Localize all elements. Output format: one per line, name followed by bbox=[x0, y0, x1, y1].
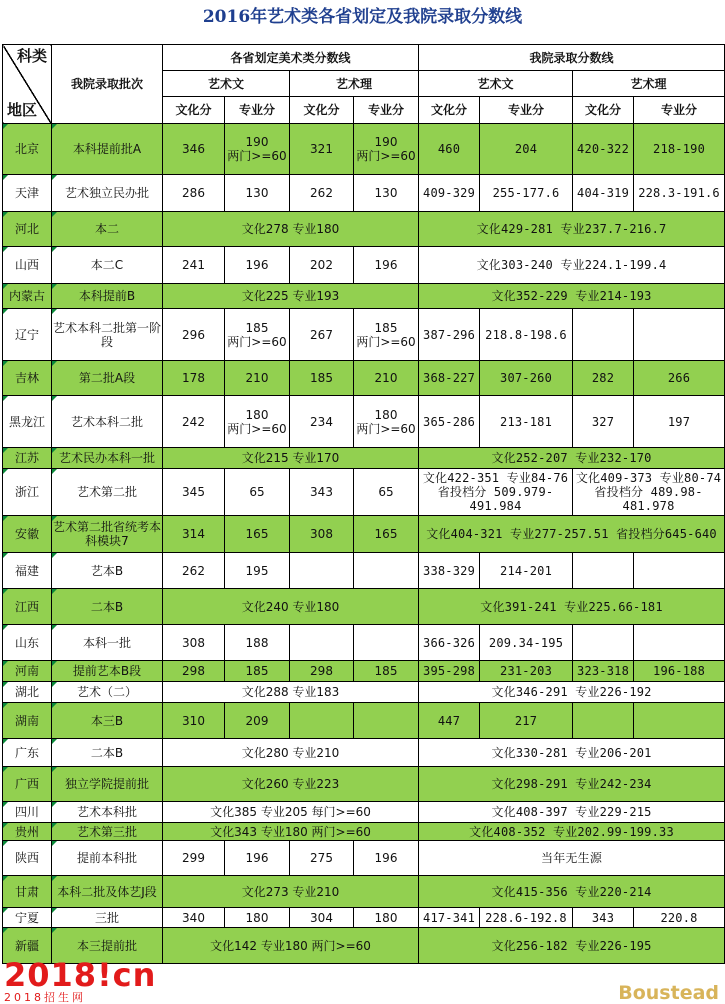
province-score-cell: 196 bbox=[354, 841, 419, 876]
province-score-cell: 275 bbox=[290, 841, 354, 876]
header-category: 科类 bbox=[16, 47, 47, 65]
batch-cell: 艺术本科批 bbox=[52, 802, 163, 823]
college-score-cell: 218.8-198.6 bbox=[480, 309, 573, 361]
province-summary-cell: 文化142 专业180 两门>=60 bbox=[163, 928, 419, 964]
province-summary-cell: 文化343 专业180 两门>=60 bbox=[163, 823, 419, 841]
province-score-cell: 180 bbox=[225, 908, 290, 928]
province-score-cell bbox=[354, 703, 419, 739]
college-score-cell: 204 bbox=[480, 124, 573, 175]
college-summary-cell: 文化252-207 专业232-170 bbox=[419, 448, 725, 469]
batch-cell: 艺本B bbox=[52, 553, 163, 589]
college-score-cell: 447 bbox=[419, 703, 480, 739]
batch-cell: 艺术本科二批第一阶段 bbox=[52, 309, 163, 361]
college-score-cell: 213-181 bbox=[480, 396, 573, 448]
college-score-cell bbox=[573, 625, 634, 661]
province-score-cell: 286 bbox=[163, 175, 225, 212]
batch-cell: 艺术第二批省统考本科模块7 bbox=[52, 516, 163, 553]
college-summary-cell: 文化415-356 专业220-214 bbox=[419, 876, 725, 908]
batch-cell: 独立学院提前批 bbox=[52, 767, 163, 802]
admission-score-table bbox=[2, 44, 725, 964]
college-score-cell: 217 bbox=[480, 703, 573, 739]
college-summary-cell: 文化429-281 专业237.7-216.7 bbox=[419, 212, 725, 247]
watermark: Boustead bbox=[618, 982, 719, 1004]
province-cell: 浙江 bbox=[3, 469, 52, 516]
province-score-cell bbox=[354, 625, 419, 661]
college-summary-cell: 文化256-182 专业226-195 bbox=[419, 928, 725, 964]
province-score-cell: 188 bbox=[225, 625, 290, 661]
province-score-cell: 180 两门>=60 bbox=[225, 396, 290, 448]
table-row bbox=[3, 396, 725, 448]
college-score-cell: 220.8 bbox=[634, 908, 725, 928]
province-score-cell: 130 bbox=[225, 175, 290, 212]
province-score-cell: 210 bbox=[354, 361, 419, 396]
province-score-cell: 185 两门>=60 bbox=[225, 309, 290, 361]
table-row bbox=[3, 124, 725, 175]
table-row bbox=[3, 361, 725, 396]
province-cell: 山东 bbox=[3, 625, 52, 661]
province-summary-cell: 文化280 专业210 bbox=[163, 739, 419, 767]
header-batch: 我院录取批次 bbox=[52, 45, 163, 124]
province-cell: 安徽 bbox=[3, 516, 52, 553]
province-score-cell: 343 bbox=[290, 469, 354, 516]
province-cell: 河北 bbox=[3, 212, 52, 247]
table-row bbox=[3, 553, 725, 589]
province-summary-cell: 文化215 专业170 bbox=[163, 448, 419, 469]
province-score-cell: 185 两门>=60 bbox=[354, 309, 419, 361]
logo-main: 2018!cn bbox=[4, 956, 157, 994]
province-score-cell: 185 bbox=[290, 361, 354, 396]
batch-cell: 本三提前批 bbox=[52, 928, 163, 964]
province-score-cell: 304 bbox=[290, 908, 354, 928]
table-row bbox=[3, 703, 725, 739]
college-score-cell: 343 bbox=[573, 908, 634, 928]
table-row bbox=[3, 309, 725, 361]
college-score-cell: 338-329 bbox=[419, 553, 480, 589]
province-score-cell bbox=[290, 553, 354, 589]
province-cell: 新疆 bbox=[3, 928, 52, 964]
province-cell: 江苏 bbox=[3, 448, 52, 469]
college-summary-cell: 文化298-291 专业242-234 bbox=[419, 767, 725, 802]
batch-cell: 本科二批及体艺J段 bbox=[52, 876, 163, 908]
province-score-cell: 190 两门>=60 bbox=[354, 124, 419, 175]
college-summary-cell: 文化404-321 专业277-257.51 省投档分645-640 bbox=[419, 516, 725, 553]
college-score-cell: 395-298 bbox=[419, 661, 480, 682]
batch-cell: 艺术独立民办批 bbox=[52, 175, 163, 212]
province-score-cell: 195 bbox=[225, 553, 290, 589]
college-score-cell: 266 bbox=[634, 361, 725, 396]
province-score-cell: 262 bbox=[163, 553, 225, 589]
header-major: 专业分 bbox=[634, 97, 725, 124]
province-score-cell: 346 bbox=[163, 124, 225, 175]
province-cell: 黑龙江 bbox=[3, 396, 52, 448]
college-score-cell bbox=[634, 553, 725, 589]
province-cell: 广西 bbox=[3, 767, 52, 802]
batch-cell: 艺术第二批 bbox=[52, 469, 163, 516]
province-score-cell: 178 bbox=[163, 361, 225, 396]
province-cell: 河南 bbox=[3, 661, 52, 682]
header-province-li: 艺术理 bbox=[290, 71, 419, 97]
province-score-cell: 185 bbox=[225, 661, 290, 682]
page-title: 2016年艺术类各省划定及我院录取分数线 bbox=[202, 7, 523, 27]
table-row bbox=[3, 448, 725, 469]
header-culture: 文化分 bbox=[163, 97, 225, 124]
province-score-cell: 180 两门>=60 bbox=[354, 396, 419, 448]
province-score-cell: 196 bbox=[354, 247, 419, 284]
header-college-lines: 我院录取分数线 bbox=[419, 45, 725, 71]
college-summary-cell: 文化346-291 专业226-192 bbox=[419, 682, 725, 703]
header-major: 专业分 bbox=[225, 97, 290, 124]
province-cell: 山西 bbox=[3, 247, 52, 284]
college-summary-cell: 文化352-229 专业214-193 bbox=[419, 284, 725, 309]
table-row bbox=[3, 469, 725, 516]
table-row bbox=[3, 823, 725, 841]
college-score-cell: 460 bbox=[419, 124, 480, 175]
college-score-cell bbox=[634, 625, 725, 661]
batch-cell: 艺术第三批 bbox=[52, 823, 163, 841]
header-college-wen: 艺术文 bbox=[419, 71, 573, 97]
province-score-cell: 340 bbox=[163, 908, 225, 928]
college-summary-cell: 文化330-281 专业206-201 bbox=[419, 739, 725, 767]
college-summary-cell: 文化408-397 专业229-215 bbox=[419, 802, 725, 823]
college-score-cell: 209.34-195 bbox=[480, 625, 573, 661]
province-score-cell: 321 bbox=[290, 124, 354, 175]
table-row bbox=[3, 247, 725, 284]
header-province-wen: 艺术文 bbox=[163, 71, 290, 97]
province-score-cell: 234 bbox=[290, 396, 354, 448]
college-summary-cell: 文化409-373 专业80-74 省投档分 489.98-481.978 bbox=[573, 469, 725, 516]
province-summary-cell: 文化385 专业205 每门>=60 bbox=[163, 802, 419, 823]
header-culture: 文化分 bbox=[290, 97, 354, 124]
college-score-cell: 404-319 bbox=[573, 175, 634, 212]
college-score-cell: 420-322 bbox=[573, 124, 634, 175]
province-cell: 湖北 bbox=[3, 682, 52, 703]
batch-cell: 本科一批 bbox=[52, 625, 163, 661]
batch-cell: 艺术民办本科一批 bbox=[52, 448, 163, 469]
province-score-cell: 196 bbox=[225, 247, 290, 284]
province-score-cell: 185 bbox=[354, 661, 419, 682]
college-score-cell bbox=[573, 553, 634, 589]
province-score-cell bbox=[354, 553, 419, 589]
province-cell: 四川 bbox=[3, 802, 52, 823]
diagonal-header-cell bbox=[3, 45, 52, 124]
province-cell: 北京 bbox=[3, 124, 52, 175]
college-score-cell: 307-260 bbox=[480, 361, 573, 396]
batch-cell: 提前本科批 bbox=[52, 841, 163, 876]
batch-cell: 三批 bbox=[52, 908, 163, 928]
batch-cell: 本科提前批A bbox=[52, 124, 163, 175]
college-score-cell: 368-227 bbox=[419, 361, 480, 396]
college-score-cell: 327 bbox=[573, 396, 634, 448]
province-score-cell: 210 bbox=[225, 361, 290, 396]
province-score-cell bbox=[290, 625, 354, 661]
batch-cell: 本科提前B bbox=[52, 284, 163, 309]
province-score-cell: 308 bbox=[290, 516, 354, 553]
table-row bbox=[3, 841, 725, 876]
site-logo bbox=[4, 958, 164, 1002]
province-score-cell: 345 bbox=[163, 469, 225, 516]
college-score-cell bbox=[634, 703, 725, 739]
batch-cell: 提前艺本B段 bbox=[52, 661, 163, 682]
batch-cell: 本二 bbox=[52, 212, 163, 247]
province-cell: 江西 bbox=[3, 589, 52, 625]
province-score-cell bbox=[290, 703, 354, 739]
header-region: 地区 bbox=[7, 101, 38, 119]
college-score-cell: 417-341 bbox=[419, 908, 480, 928]
province-cell: 广东 bbox=[3, 739, 52, 767]
table-row bbox=[3, 212, 725, 247]
province-cell: 辽宁 bbox=[3, 309, 52, 361]
college-score-cell: 231-203 bbox=[480, 661, 573, 682]
header-province-lines: 各省划定美术类分数线 bbox=[163, 45, 419, 71]
batch-cell: 本二C bbox=[52, 247, 163, 284]
table-row bbox=[3, 876, 725, 908]
college-score-cell: 218-190 bbox=[634, 124, 725, 175]
batch-cell: 本三B bbox=[52, 703, 163, 739]
province-score-cell: 165 bbox=[225, 516, 290, 553]
batch-cell: 第二批A段 bbox=[52, 361, 163, 396]
table-row bbox=[3, 767, 725, 802]
province-score-cell: 296 bbox=[163, 309, 225, 361]
batch-cell: 二本B bbox=[52, 739, 163, 767]
province-cell: 陕西 bbox=[3, 841, 52, 876]
college-score-cell: 196-188 bbox=[634, 661, 725, 682]
province-summary-cell: 文化240 专业180 bbox=[163, 589, 419, 625]
header-culture: 文化分 bbox=[419, 97, 480, 124]
province-cell: 甘肃 bbox=[3, 876, 52, 908]
province-score-cell: 196 bbox=[225, 841, 290, 876]
header-culture: 文化分 bbox=[573, 97, 634, 124]
batch-cell: 二本B bbox=[52, 589, 163, 625]
province-score-cell: 65 bbox=[354, 469, 419, 516]
province-score-cell: 267 bbox=[290, 309, 354, 361]
province-score-cell: 242 bbox=[163, 396, 225, 448]
province-summary-cell: 文化273 专业210 bbox=[163, 876, 419, 908]
province-cell: 宁夏 bbox=[3, 908, 52, 928]
province-score-cell: 298 bbox=[163, 661, 225, 682]
table-row bbox=[3, 625, 725, 661]
table-row bbox=[3, 908, 725, 928]
header-major: 专业分 bbox=[480, 97, 573, 124]
province-cell: 湖南 bbox=[3, 703, 52, 739]
province-summary-cell: 文化278 专业180 bbox=[163, 212, 419, 247]
college-summary-cell: 文化391-241 专业225.66-181 bbox=[419, 589, 725, 625]
college-score-cell: 228.6-192.8 bbox=[480, 908, 573, 928]
table-row bbox=[3, 589, 725, 625]
province-cell: 贵州 bbox=[3, 823, 52, 841]
province-score-cell: 298 bbox=[290, 661, 354, 682]
table-row bbox=[3, 284, 725, 309]
college-score-cell: 282 bbox=[573, 361, 634, 396]
table-row bbox=[3, 516, 725, 553]
province-score-cell: 180 bbox=[354, 908, 419, 928]
college-summary-cell: 文化422-351 专业84-76 省投档分 509.979-491.984 bbox=[419, 469, 573, 516]
province-score-cell: 209 bbox=[225, 703, 290, 739]
college-summary-cell: 文化303-240 专业224.1-199.4 bbox=[419, 247, 725, 284]
table-row bbox=[3, 802, 725, 823]
college-score-cell bbox=[573, 309, 634, 361]
college-score-cell: 214-201 bbox=[480, 553, 573, 589]
college-score-cell bbox=[634, 309, 725, 361]
province-score-cell: 310 bbox=[163, 703, 225, 739]
college-score-cell: 255-177.6 bbox=[480, 175, 573, 212]
college-score-cell: 197 bbox=[634, 396, 725, 448]
college-score-cell: 323-318 bbox=[573, 661, 634, 682]
province-score-cell: 262 bbox=[290, 175, 354, 212]
province-score-cell: 241 bbox=[163, 247, 225, 284]
province-cell: 天津 bbox=[3, 175, 52, 212]
college-score-cell: 409-329 bbox=[419, 175, 480, 212]
province-score-cell: 314 bbox=[163, 516, 225, 553]
college-score-cell: 228.3-191.6 bbox=[634, 175, 725, 212]
province-summary-cell: 文化288 专业183 bbox=[163, 682, 419, 703]
province-score-cell: 299 bbox=[163, 841, 225, 876]
college-summary-cell: 当年无生源 bbox=[419, 841, 725, 876]
province-score-cell: 165 bbox=[354, 516, 419, 553]
header-college-li: 艺术理 bbox=[573, 71, 725, 97]
province-summary-cell: 文化225 专业193 bbox=[163, 284, 419, 309]
province-summary-cell: 文化260 专业223 bbox=[163, 767, 419, 802]
province-cell: 吉林 bbox=[3, 361, 52, 396]
province-score-cell: 308 bbox=[163, 625, 225, 661]
college-score-cell: 387-296 bbox=[419, 309, 480, 361]
college-score-cell bbox=[573, 703, 634, 739]
college-summary-cell: 文化408-352 专业202.99-199.33 bbox=[419, 823, 725, 841]
province-cell: 福建 bbox=[3, 553, 52, 589]
college-score-cell: 365-286 bbox=[419, 396, 480, 448]
table-row bbox=[3, 739, 725, 767]
table-row bbox=[3, 175, 725, 212]
table-row bbox=[3, 682, 725, 703]
table-row bbox=[3, 661, 725, 682]
province-score-cell: 130 bbox=[354, 175, 419, 212]
college-score-cell: 366-326 bbox=[419, 625, 480, 661]
province-score-cell: 190 两门>=60 bbox=[225, 124, 290, 175]
batch-cell: 艺术本科二批 bbox=[52, 396, 163, 448]
batch-cell: 艺术（二） bbox=[52, 682, 163, 703]
header-major: 专业分 bbox=[354, 97, 419, 124]
province-score-cell: 202 bbox=[290, 247, 354, 284]
logo-sub: 2018招生网 bbox=[4, 991, 86, 1004]
province-cell: 内蒙古 bbox=[3, 284, 52, 309]
province-score-cell: 65 bbox=[225, 469, 290, 516]
